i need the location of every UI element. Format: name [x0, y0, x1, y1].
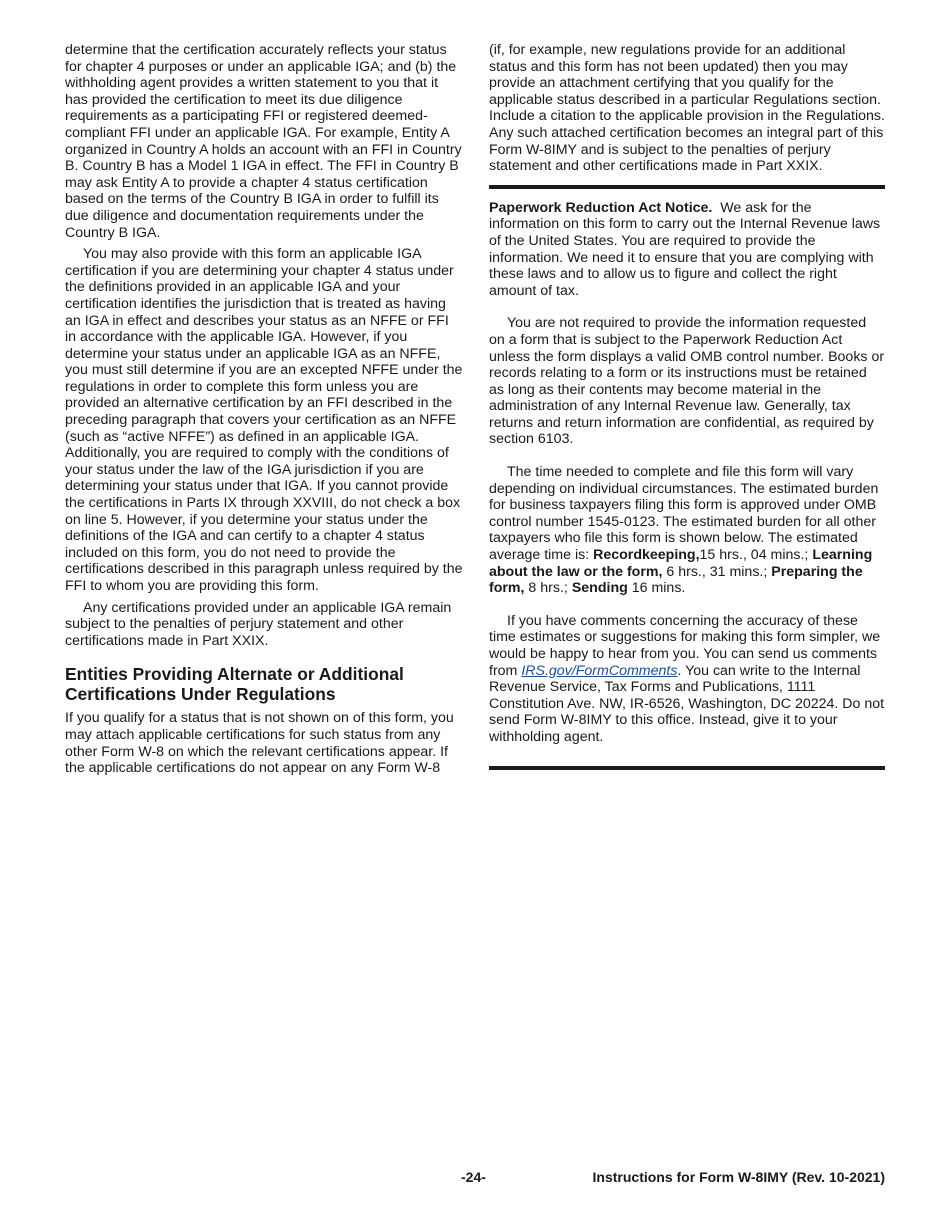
comments-text-after: . You can write to the Internal Revenue Service, Tax Forms and Publications, 1111 Constitution Ave. NW, IR-6526, Washington, DC 20224. Do not send Form W-8IMY to this office. Instead, give it to your withholding agent.: [489, 662, 885, 745]
footer-form-title: Instructions for Form W-8IMY (Rev. 10-2021): [592, 1169, 885, 1185]
section-divider-bottom: [489, 766, 885, 770]
right-paragraph-1: (if, for example, new regulations provide for an additional status and this form has not been updated) then you may provide an attachment certifying that you qualify for the applicable status described in a particular Regulations section. Include a citation to the applicable provision in the Regulations. Any such attached certification becomes an integral part of this Form W-8IMY and is subject to the penalties of perjury statement and other certifications made in Part XXIX.: [489, 42, 885, 175]
left-column: [65, 42, 463, 777]
section-heading: Entities Providing Alternate or Additional Certifications Under Regulations: [65, 664, 404, 705]
time-recordkeeping-label: Recordkeeping,: [593, 547, 700, 564]
left-paragraph-3: Any certifications provided under an applicable IGA remain subject to the penalties of perjury statement and other certifications made in Part XXIX.: [65, 599, 452, 649]
form-comments-link[interactable]: IRS.gov/FormComments: [521, 662, 678, 679]
time-estimate-paragraph: [489, 464, 885, 597]
time-preparing-label: Preparing the form,: [489, 563, 863, 597]
comments-paragraph: [489, 613, 885, 746]
section-divider-top: [489, 185, 885, 189]
time-learning-value: 6 hrs., 31 mins.;: [666, 563, 768, 580]
time-sending-label: Sending: [571, 580, 628, 597]
time-sending-value: 16 mins.: [631, 580, 686, 597]
left-paragraph-2: You may also provide with this form an applicable IGA certification if you are determining your chapter 4 status under the definitions provided in an applicable IGA and your certification identifies the jurisdiction that is treated as having an IGA in effect and describes your status as an NFFE or FFI in accordance with the applicable IGA. However, if you determine your status under an applicable IGA as an NFFE, you must still determine if you are an excepted NFFE under the regulations in order to complete this form unless you are provided an alternative certification by an FFI described in the preceding paragraph that covers your certification as an NFFE (such as “active NFFE”) as defined in an applicable IGA. Additionally, you are required to comply with the conditions of your status under the law of the IGA jurisdiction if you are determining your status under that IGA. If you cannot provide the certifications in Parts IX through XXVIII, do not check a box on line 5. However, if you determine your status under the definitions of the IGA and can certify to a chapter 4 status included on this form, you do not need to provide the certifications described in this paragraph unless required by the FFI to whom you are providing this form.: [65, 246, 463, 594]
pra-title: Paperwork Reduction Act Notice.: [489, 199, 713, 216]
left-paragraph-1: determine that the certification accurately reflects your status for chapter 4 purposes or under an applicable IGA; and (b) the withholding agent provides a written statement to you that it has provided the certification to meet its due diligence requirements as a participating FFI or registered deemed-compliant FFI under an applicable IGA. For example, Entity A organized in Country A holds an account with an FFI in Country B. Country B has a Model 1 IGA in effect. The FFI in Country B may ask Entity A to provide a chapter 4 status certification based on the terms of the Country B IGA in order to fulfill its due diligence and documentation requirements under the Country B IGA.: [65, 42, 462, 241]
left-paragraph-4: If you qualify for a status that is not shown on of this form, you may attach applicable certifications for such status from any other Form W-8 on which the relevant certifications appear. If the applicable certifications do not appear on any Form W-8: [65, 710, 454, 777]
time-recordkeeping-value: 15 hrs., 04 mins.;: [699, 547, 809, 564]
time-learning-label: Learning about the law or the form,: [489, 547, 873, 580]
pra-text: We ask for the information on this form to carry out the Internal Revenue laws of the United States. You are required to provide the information. We need it to ensure that you are complying with these laws and to allow us to figure and collect the right amount of tax.: [489, 199, 881, 299]
right-column: [489, 42, 885, 770]
time-preparing-value: 8 hrs.;: [528, 580, 568, 597]
page-number: -24-: [461, 1169, 486, 1185]
time-estimate-text: The time needed to complete and file this form will vary depending on individual circumstances. The estimated burden for business taxpayers filing this form is approved under OMB control number 1545-0123. The estimated burden for all other taxpayers who file this form is shown below. The estimated average time is:: [489, 464, 879, 564]
right-paragraph-2: You are not required to provide the information requested on a form that is subject to the Paperwork Reduction Act unless the form displays a valid OMB control number. Books or records relating to a form or its instructions must be retained as long as their contents may become material in the administration of any Internal Revenue law. Generally, tax returns and return information are confidential, as required by section 6103.: [489, 315, 885, 448]
paperwork-reduction-notice: [489, 200, 885, 300]
comments-text-before: If you have comments concerning the accuracy of these time estimates or suggestions for making this form simpler, we would be happy to hear from you. You can send us comments from: [489, 612, 881, 679]
